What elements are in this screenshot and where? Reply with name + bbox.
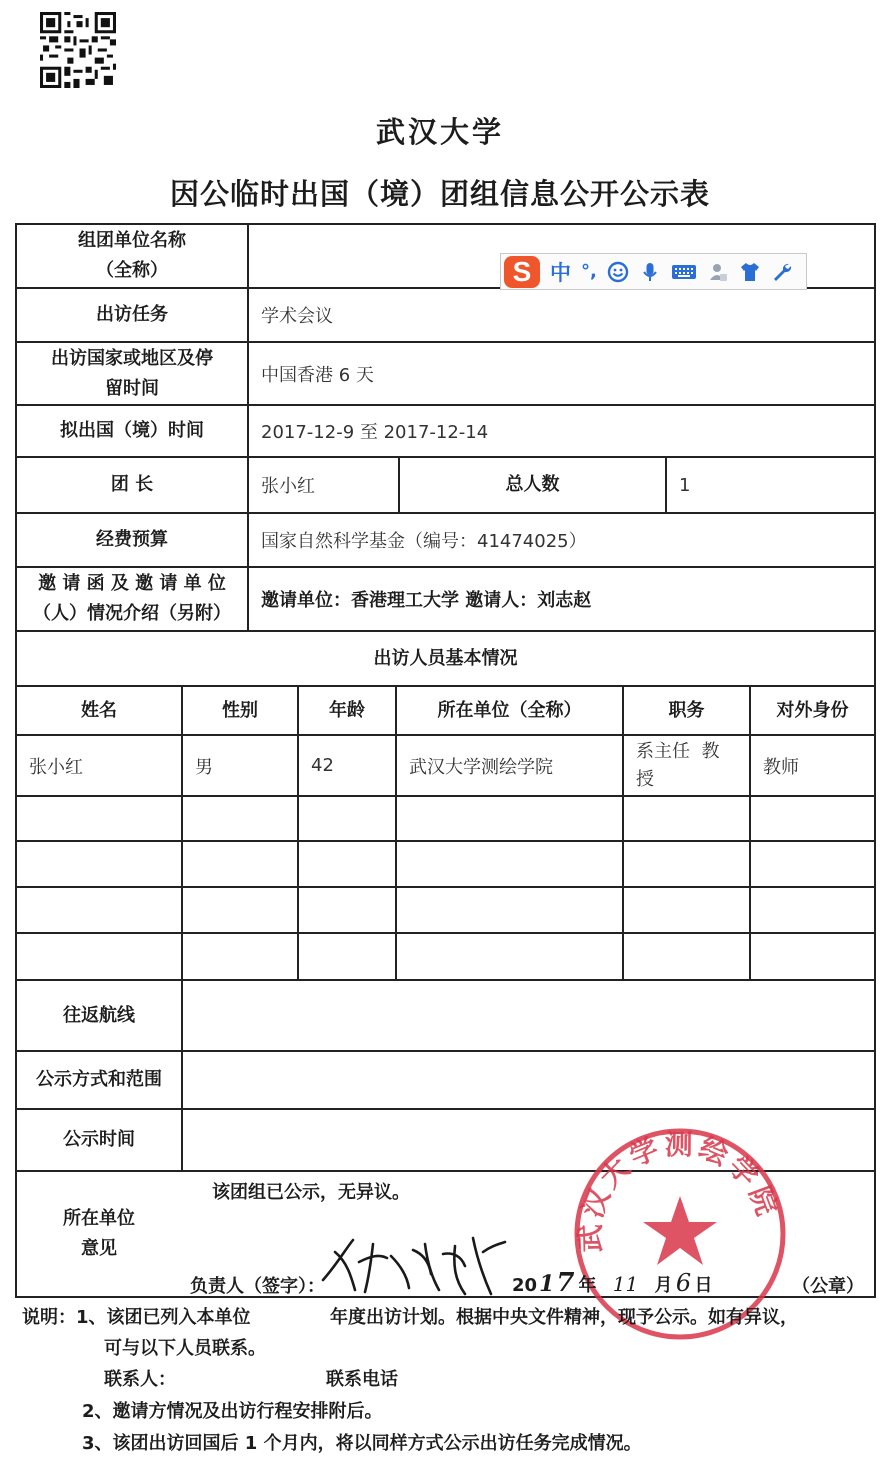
- ime-mode-toggle[interactable]: 中: [550, 260, 571, 285]
- budget-label: 经费预算: [96, 529, 168, 550]
- shirt-icon[interactable]: [739, 261, 761, 283]
- svg-text:武汉大学测绘学院: 武汉大学测绘学院: [573, 1128, 785, 1253]
- emoji-icon[interactable]: [607, 261, 629, 283]
- task-label: 出访任务: [96, 304, 168, 325]
- member-identity: 教师: [763, 756, 799, 778]
- total-value: 1: [679, 474, 691, 496]
- total-label: 总人数: [505, 474, 560, 495]
- budget-value: 国家自然科学基金（编号：41474025）: [261, 531, 587, 552]
- member-position: 系主任 教 授: [636, 740, 720, 790]
- note-line1a: 说明：1、该团已列入本单位: [22, 1307, 251, 1328]
- ime-toolbar[interactable]: [500, 253, 807, 290]
- qr-code: [40, 12, 116, 88]
- leader-label: 团 长: [110, 474, 154, 495]
- invite-label: 邀 请 函 及 邀 请 单 位 （人）情况介绍（另附）: [33, 573, 231, 624]
- col-unit-header: 所在单位（全称）: [437, 699, 582, 721]
- leader-value: 张小红: [261, 476, 315, 497]
- ime-punct-toggle[interactable]: °,: [581, 261, 597, 282]
- members-section-title: 出访人员基本情况: [373, 647, 518, 669]
- contact-label: 联系人：: [104, 1369, 176, 1390]
- phone-label: 联系电话: [326, 1369, 398, 1390]
- task-value: 学术会议: [261, 306, 333, 327]
- col-name-header: 姓名: [81, 699, 117, 721]
- ime-logo[interactable]: S: [504, 256, 540, 288]
- user-icon[interactable]: [707, 261, 729, 283]
- note-line1b: 年度出访计划。根据中央文件精神，现予公示。如有异议，: [330, 1307, 798, 1328]
- note-line5: 3、该团出访回国后 1 个月内，将以同样方式公示出访任务完成情况。: [82, 1433, 642, 1454]
- microphone-icon[interactable]: [639, 261, 661, 283]
- note-line4: 2、邀请方情况及出访行程安排附后。: [82, 1401, 383, 1422]
- opinion-label: 所在单位 意见: [63, 1208, 135, 1259]
- member-gender: 男: [195, 756, 213, 778]
- responsible-label: 负责人（签字）：: [190, 1276, 325, 1297]
- invite-value: 邀请单位：香港理工大学 邀请人：刘志赵: [261, 590, 592, 611]
- seal-label: （公章）: [792, 1276, 864, 1297]
- country-value: 中国香港 6 天: [261, 364, 374, 386]
- wrench-icon[interactable]: [771, 261, 793, 283]
- date-value: 2017-12-9 至 2017-12-14: [261, 422, 489, 443]
- col-gender-header: 性别: [222, 699, 258, 721]
- date-label: 拟出国（境）时间: [60, 420, 204, 441]
- publicity-value: [183, 1052, 874, 1108]
- note-line2: 可与以下人员联系。: [104, 1338, 266, 1359]
- org-name-label: 组团单位名称 （全称）: [78, 230, 186, 281]
- col-position-header: 职务: [668, 699, 705, 721]
- keyboard-icon[interactable]: [671, 261, 697, 283]
- publicity-time-label: 公示时间: [63, 1129, 135, 1150]
- member-age: 42: [311, 755, 334, 776]
- member-name: 张小红: [29, 756, 83, 778]
- col-age-header: 年龄: [329, 699, 365, 721]
- publicity-label: 公示方式和范围: [36, 1069, 162, 1090]
- signature-date: 20 1 7 年 11 月 6 日: [512, 1268, 713, 1298]
- country-label: 出访国家或地区及停 留时间: [51, 347, 213, 399]
- university-title: 武汉大学: [375, 115, 504, 149]
- handwritten-signature: [315, 1232, 515, 1300]
- route-label: 往返航线: [63, 1004, 135, 1026]
- opinion-text: 该团组已公示，无异议。: [212, 1182, 410, 1203]
- member-unit: 武汉大学测绘学院: [409, 756, 553, 778]
- form-title: 因公临时出国（境）团组信息公开公示表: [169, 177, 710, 211]
- col-identity-header: 对外身份: [776, 699, 849, 721]
- route-value: [183, 981, 874, 1050]
